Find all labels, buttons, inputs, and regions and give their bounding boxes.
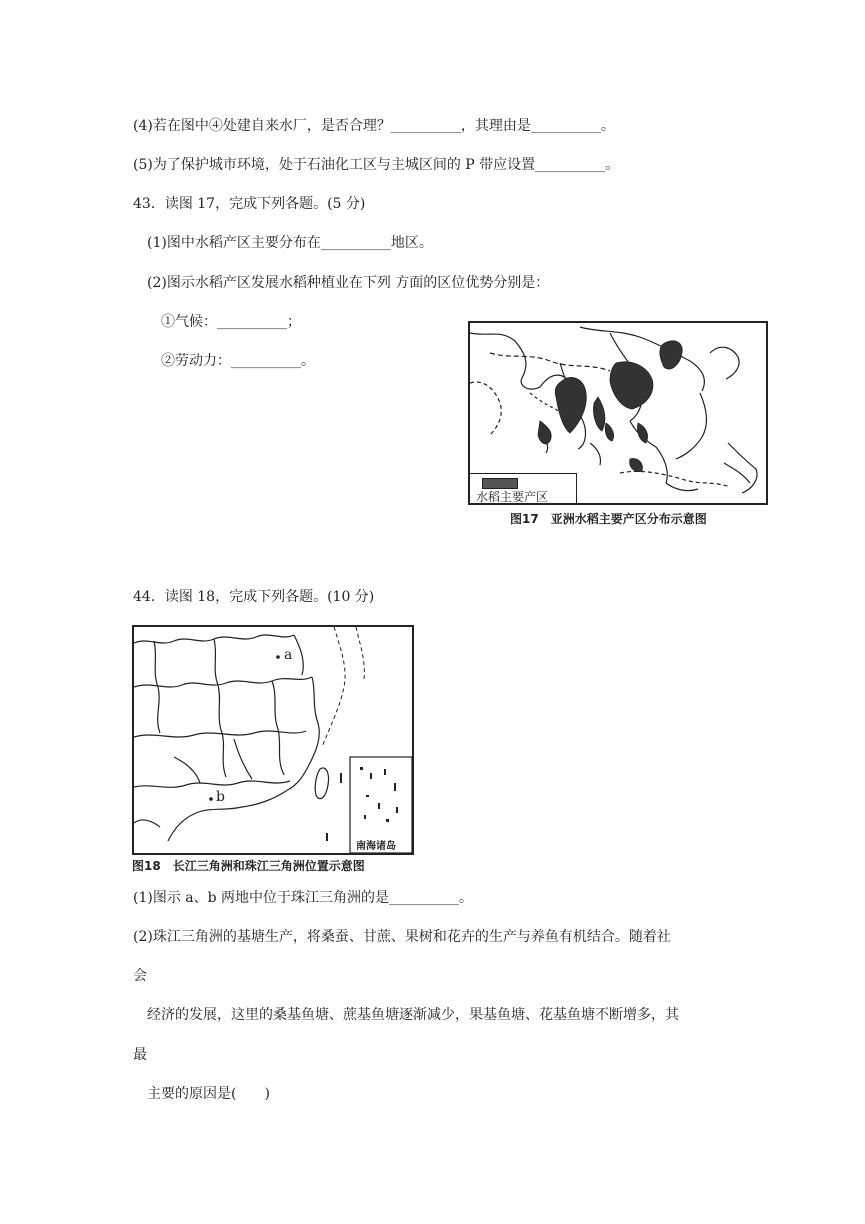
legend-label: 水稻主要产区 — [476, 490, 549, 504]
q44-part2-line2: 会 — [133, 968, 147, 984]
china-south-map-drawing — [134, 627, 412, 853]
figure18-caption: 图18 长江三角洲和珠江三角洲位置示意图 — [132, 859, 365, 873]
q4-line: (4)若在图中④处建自来水厂，是否合理？__________，其理由是__________。 — [133, 118, 615, 134]
taiwan-island — [315, 768, 328, 799]
figure17-caption: 图17 亚洲水稻主要产区分布示意图 — [510, 512, 707, 526]
q43-title: 43．读图 17，完成下列各题。(5 分) — [133, 196, 366, 212]
figure17-legend — [470, 473, 577, 504]
q44-part2-line4: 最 — [133, 1047, 147, 1063]
map-label-b: b — [216, 789, 225, 805]
q43-part2-labor: ②劳动力：__________。 — [161, 353, 315, 369]
q43-part2-climate: ①气候：__________； — [161, 314, 301, 330]
figure17-map — [468, 321, 768, 505]
figure18-map — [132, 625, 414, 855]
q43-part1: (1)图中水稻产区主要分布在__________地区。 — [147, 235, 433, 251]
q44-part2-line1: (2)珠江三角洲的基塘生产，将桑蚕、甘蔗、果树和花卉的生产与养鱼有机结合。随着社 — [133, 929, 671, 945]
q43-part2: (2)图示水稻产区发展水稻种植业在下列 方面的区位优势分别是： — [147, 275, 550, 291]
q44-part2-line5: 主要的原因是( ) — [147, 1086, 270, 1102]
q44-title: 44．读图 18，完成下列各题。(10 分) — [133, 589, 375, 605]
q5-line: (5)为了保护城市环境，处于石油化工区与主城区间的 P 带应设置__________。 — [133, 157, 620, 173]
inset-label: 南海诸岛 — [356, 841, 396, 852]
q44-part2-line3: 经济的发展，这里的桑基鱼塘、蔗基鱼塘逐渐减少，果基鱼塘、花基鱼塘不断增多，其 — [147, 1007, 679, 1023]
map-label-a: a — [284, 647, 293, 663]
q44-part1: (1)图示 a、b 两地中位于珠江三角洲的是__________。 — [133, 890, 474, 906]
